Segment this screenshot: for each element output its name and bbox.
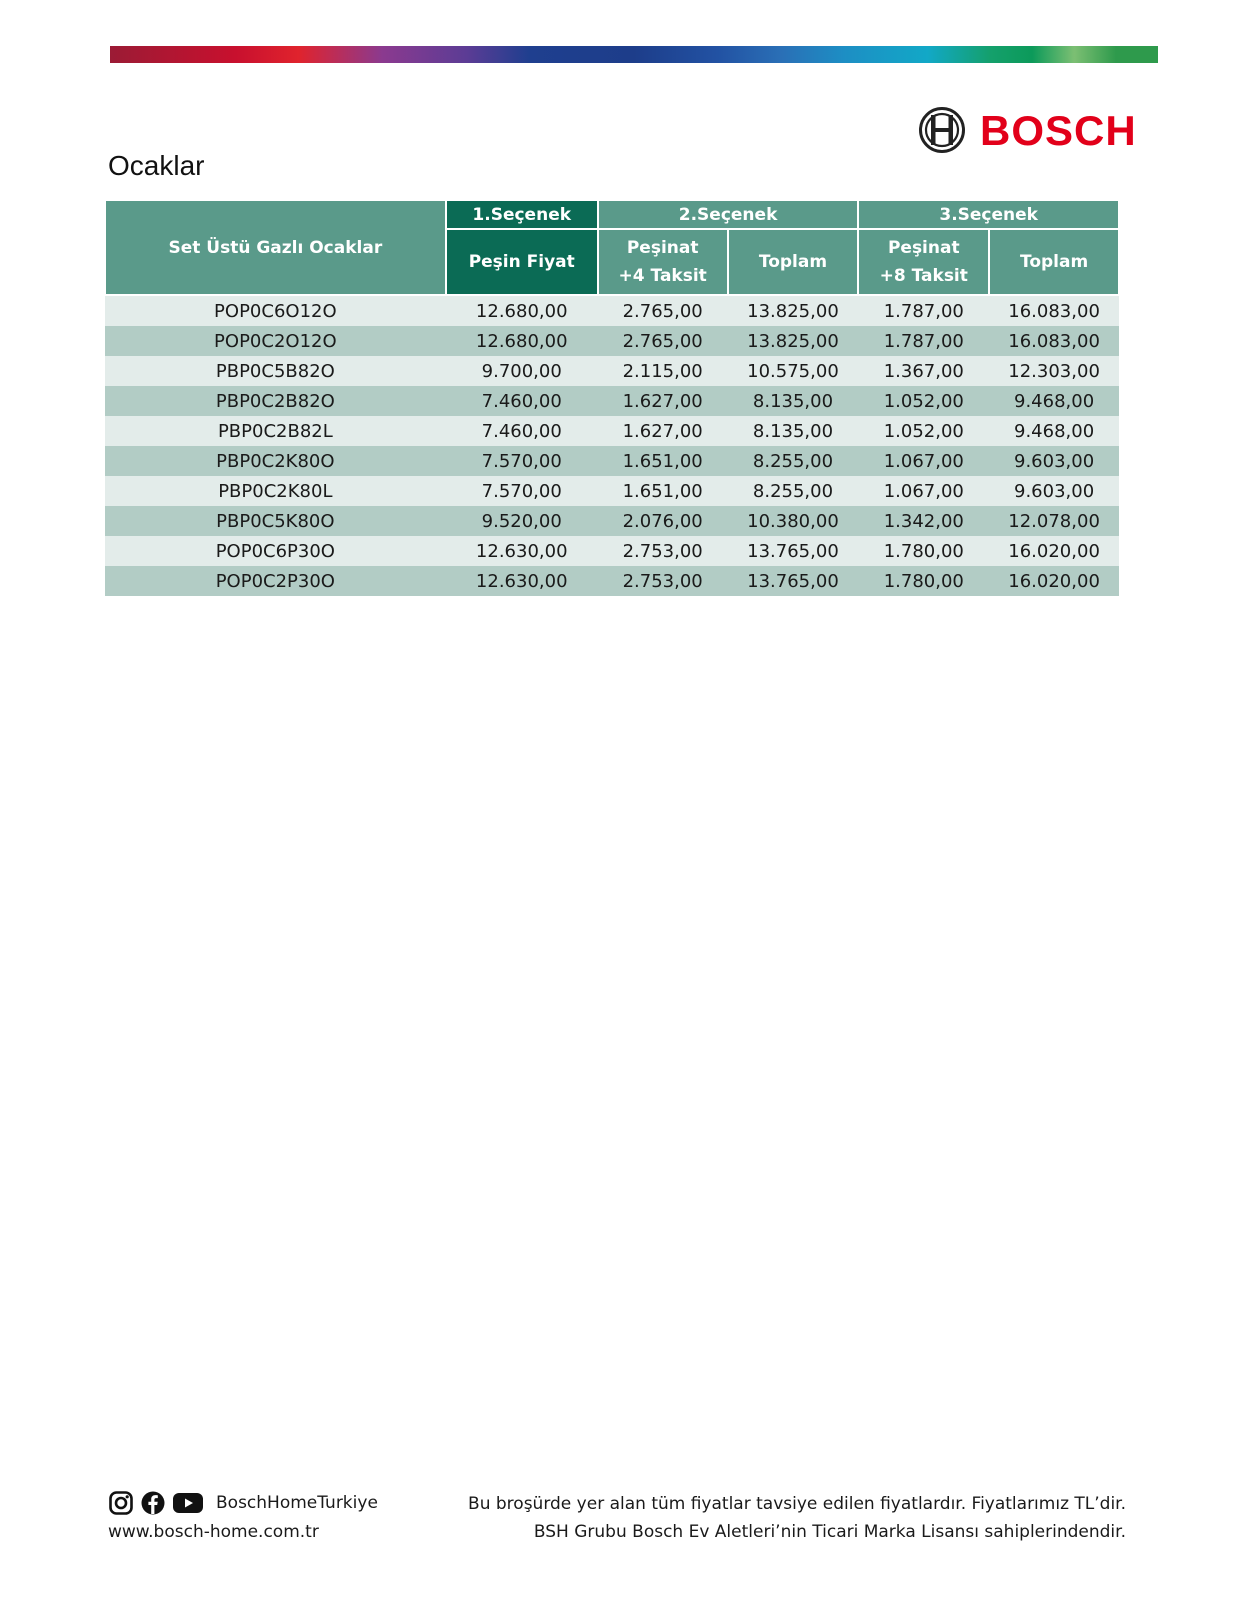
cash-price-cell: 9.520,00 [446, 506, 598, 536]
table-row [105, 416, 1119, 446]
bosch-logo [918, 106, 1137, 156]
downpayment-8-header [858, 229, 989, 295]
downpayment-4-cell: 2.076,00 [598, 506, 728, 536]
model-cell: PBP0C2K80O [105, 446, 446, 476]
downpayment-8-label: Peşinat [887, 238, 960, 258]
footer-social [108, 1490, 378, 1542]
downpayment-4-label: Peşinat [626, 238, 699, 258]
model-cell: POP0C2P30O [105, 566, 446, 596]
downpayment-4-cell: 2.765,00 [598, 295, 728, 326]
downpayment-4-cell: 1.627,00 [598, 386, 728, 416]
cash-price-cell: 12.680,00 [446, 295, 598, 326]
table-row [105, 356, 1119, 386]
total-2-cell: 13.825,00 [728, 295, 859, 326]
downpayment-4-cell: 1.651,00 [598, 446, 728, 476]
downpayment-4-cell: 2.115,00 [598, 356, 728, 386]
downpayment-8-cell: 1.067,00 [858, 446, 989, 476]
total-2-cell: 8.255,00 [728, 476, 859, 506]
total-2-cell: 13.765,00 [728, 566, 859, 596]
total-2-cell: 10.575,00 [728, 356, 859, 386]
brand-color-bar [110, 46, 1158, 63]
price-rows [105, 295, 1119, 596]
total-3-cell: 16.020,00 [989, 566, 1119, 596]
downpayment-8-cell: 1.052,00 [858, 386, 989, 416]
option-3-header: 3.Seçenek [858, 200, 1119, 229]
downpayment-8-cell: 1.787,00 [858, 326, 989, 356]
cash-price-header: Peşin Fiyat [446, 229, 598, 295]
bosch-armature-icon [918, 106, 966, 154]
bosch-wordmark: BOSCH [980, 107, 1137, 154]
social-handle[interactable]: BoschHomeTurkiye [216, 1493, 378, 1513]
total-2-cell: 13.825,00 [728, 326, 859, 356]
installments-4-label: +4 Taksit [618, 266, 707, 286]
instagram-icon[interactable] [108, 1490, 134, 1516]
youtube-icon[interactable] [172, 1490, 204, 1516]
downpayment-4-header [598, 229, 728, 295]
total-2-cell: 8.135,00 [728, 386, 859, 416]
option-2-header: 2.Seçenek [598, 200, 859, 229]
total-3-cell: 12.303,00 [989, 356, 1119, 386]
table-row [105, 295, 1119, 326]
cash-price-cell: 12.680,00 [446, 326, 598, 356]
model-cell: POP0C2O12O [105, 326, 446, 356]
disclaimer-line-2: BSH Grubu Bosch Ev Aletleri’nin Ticari Marka Lisansı sahiplerindendir. [533, 1522, 1126, 1542]
downpayment-8-cell: 1.787,00 [858, 295, 989, 326]
table-row [105, 536, 1119, 566]
cash-price-cell: 9.700,00 [446, 356, 598, 386]
downpayment-4-cell: 2.753,00 [598, 566, 728, 596]
table-row [105, 476, 1119, 506]
cash-price-cell: 7.460,00 [446, 416, 598, 446]
table-row [105, 326, 1119, 356]
downpayment-8-cell: 1.367,00 [858, 356, 989, 386]
downpayment-4-cell: 1.651,00 [598, 476, 728, 506]
installments-8-label: +8 Taksit [879, 266, 968, 286]
table-row [105, 506, 1119, 536]
cash-price-cell: 12.630,00 [446, 566, 598, 596]
table-row [105, 566, 1119, 596]
downpayment-8-cell: 1.342,00 [858, 506, 989, 536]
model-cell: PBP0C2B82L [105, 416, 446, 446]
model-cell: POP0C6P30O [105, 536, 446, 566]
total-3-header: Toplam [989, 229, 1119, 295]
total-3-cell: 9.603,00 [989, 476, 1119, 506]
category-header: Set Üstü Gazlı Ocaklar [105, 200, 446, 295]
model-cell: PBP0C2B82O [105, 386, 446, 416]
cash-price-cell: 7.460,00 [446, 386, 598, 416]
website-link[interactable]: www.bosch-home.com.tr [108, 1522, 319, 1542]
downpayment-8-cell: 1.780,00 [858, 536, 989, 566]
model-cell: PBP0C2K80L [105, 476, 446, 506]
downpayment-4-cell: 2.753,00 [598, 536, 728, 566]
total-2-cell: 8.135,00 [728, 416, 859, 446]
total-3-cell: 12.078,00 [989, 506, 1119, 536]
downpayment-4-cell: 1.627,00 [598, 416, 728, 446]
total-3-cell: 9.603,00 [989, 446, 1119, 476]
downpayment-8-cell: 1.052,00 [858, 416, 989, 446]
model-cell: PBP0C5K80O [105, 506, 446, 536]
cash-price-cell: 7.570,00 [446, 446, 598, 476]
total-3-cell: 9.468,00 [989, 416, 1119, 446]
table-row [105, 386, 1119, 416]
total-3-cell: 16.083,00 [989, 295, 1119, 326]
table-row [105, 446, 1119, 476]
total-2-cell: 8.255,00 [728, 446, 859, 476]
total-2-cell: 10.380,00 [728, 506, 859, 536]
price-table [104, 199, 1120, 596]
cash-price-cell: 7.570,00 [446, 476, 598, 506]
total-3-cell: 16.083,00 [989, 326, 1119, 356]
disclaimer-line-1: Bu broşürde yer alan tüm fiyatlar tavsiye edilen fiyatlardır. Fiyatlarımız TL’dir. [468, 1494, 1126, 1514]
model-cell: POP0C6O12O [105, 295, 446, 326]
cash-price-cell: 12.630,00 [446, 536, 598, 566]
option-1-header: 1.Seçenek [446, 200, 598, 229]
total-2-cell: 13.765,00 [728, 536, 859, 566]
downpayment-8-cell: 1.067,00 [858, 476, 989, 506]
total-3-cell: 16.020,00 [989, 536, 1119, 566]
total-3-cell: 9.468,00 [989, 386, 1119, 416]
footer-disclaimer [468, 1490, 1126, 1546]
model-cell: PBP0C5B82O [105, 356, 446, 386]
page-title: Ocaklar [108, 150, 205, 181]
facebook-icon[interactable] [140, 1490, 166, 1516]
downpayment-4-cell: 2.765,00 [598, 326, 728, 356]
total-2-header: Toplam [728, 229, 859, 295]
downpayment-8-cell: 1.780,00 [858, 566, 989, 596]
